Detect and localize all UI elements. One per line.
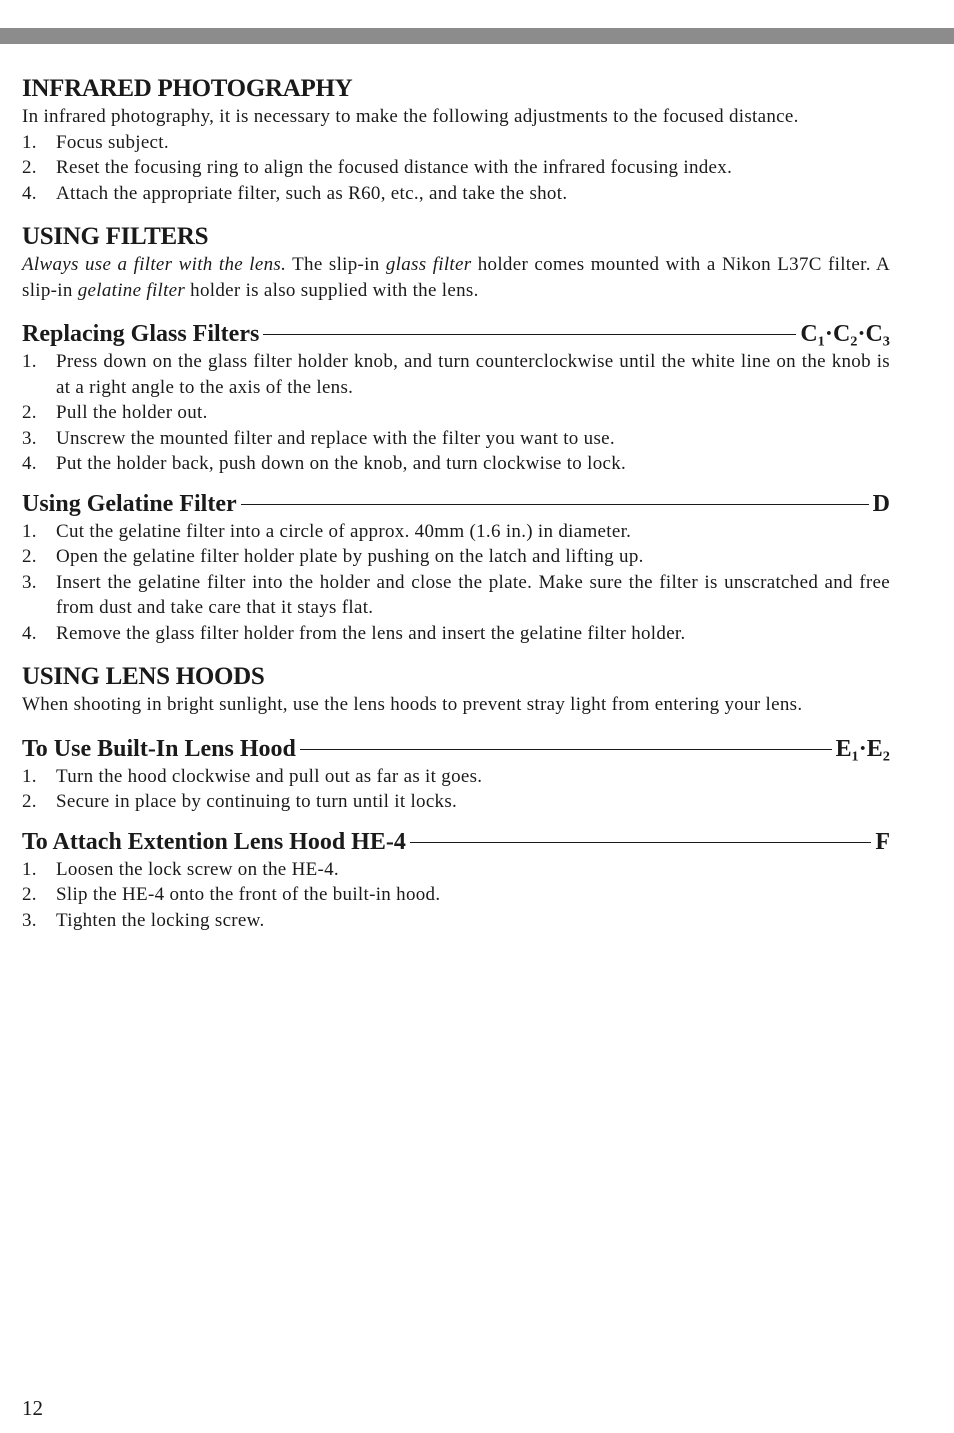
list-item: 1. Turn the hood clockwise and pull out as far as it goes.	[22, 765, 483, 787]
subsection-glass	[22, 319, 890, 349]
subsection-title: Replacing Glass Filters	[22, 321, 260, 347]
list-item: 1. Cut the gelatine filter into a circle of approx. 40mm (1.6 in.) in diameter.	[22, 520, 632, 542]
builtin-steps	[22, 764, 890, 815]
glass-steps	[22, 349, 890, 477]
list-item: 4. Remove the glass filter holder from the lens and insert the gelatine filter holder.	[22, 622, 686, 644]
list-item: 1. Focus subject.	[22, 131, 169, 153]
subsection-title: To Use Built-In Lens Hood	[22, 735, 296, 762]
leader-line	[241, 504, 869, 505]
subsection-builtin-hood	[22, 734, 890, 764]
figure-reference: F	[875, 828, 890, 855]
top-band	[0, 28, 954, 44]
leader-line	[300, 749, 832, 750]
list-item: 4. Attach the appropriate filter, such as R60, etc., and take the shot.	[22, 182, 568, 204]
figure-reference: E₁·E₂	[835, 735, 890, 762]
subsection-he4-hood	[22, 827, 890, 857]
list-item: 3. Tighten the locking screw.	[22, 909, 265, 931]
list-item: 2. Reset the focusing ring to align the focused distance with the infrared focusing index.	[22, 157, 733, 178]
section-title-filters: USING FILTERS	[22, 223, 209, 250]
list-item: 2. Open the gelatine filter holder plate by pushing on the latch and lifting up.	[22, 546, 644, 567]
list-item: 3. Unscrew the mounted filter and replace with the filter you want to use.	[22, 427, 615, 449]
list-item: 1. Loosen the lock screw on the HE-4.	[22, 858, 339, 880]
he4-steps	[22, 857, 890, 934]
figure-reference: D	[872, 490, 890, 517]
subsection-title: Using Gelatine Filter	[22, 490, 237, 517]
subsection-gelatine	[22, 489, 890, 519]
leader-line	[410, 842, 871, 843]
subsection-title: To Attach Extention Lens Hood HE-4	[22, 828, 406, 855]
list-item: 3. Insert the gelatine filter into the holder and close the plate. Make sure the filter is unscratched and free from dust and take care that it stays flat.	[22, 571, 890, 618]
page-content	[22, 74, 890, 933]
section-title-infrared: INFRARED PHOTOGRAPHY	[22, 75, 353, 102]
page-number: 12	[22, 1396, 43, 1420]
infrared-intro: In infrared photography, it is necessary to make the following adjustments to the focused distance.	[22, 106, 799, 127]
filters-intro: Always use a filter with the lens. The slip-in glass filter holder comes mounted with a Nikon L37C filter. A slip-in gelatine filter holder is also supplied with the lens.	[22, 254, 891, 301]
hoods-intro: When shooting in bright sunlight, use the lens hoods to prevent stray light from entering your lens.	[22, 694, 803, 715]
list-item: 2. Pull the holder out.	[22, 402, 208, 423]
figure-reference: C₁·C₂·C₃	[800, 321, 890, 347]
infrared-steps	[22, 130, 890, 207]
gelatine-steps	[22, 519, 890, 647]
list-item: 2. Slip the HE-4 onto the front of the built-in hood.	[22, 884, 441, 905]
leader-line	[263, 334, 796, 335]
list-item: 1. Press down on the glass filter holder knob, and turn counterclockwise until the white line on the knob is at a right angle to the axis of the lens.	[22, 351, 890, 398]
list-item: 4. Put the holder back, push down on the knob, and turn clockwise to lock.	[22, 453, 627, 474]
list-item: 2. Secure in place by continuing to turn until it locks.	[22, 791, 458, 812]
section-title-hoods: USING LENS HOODS	[22, 663, 265, 690]
